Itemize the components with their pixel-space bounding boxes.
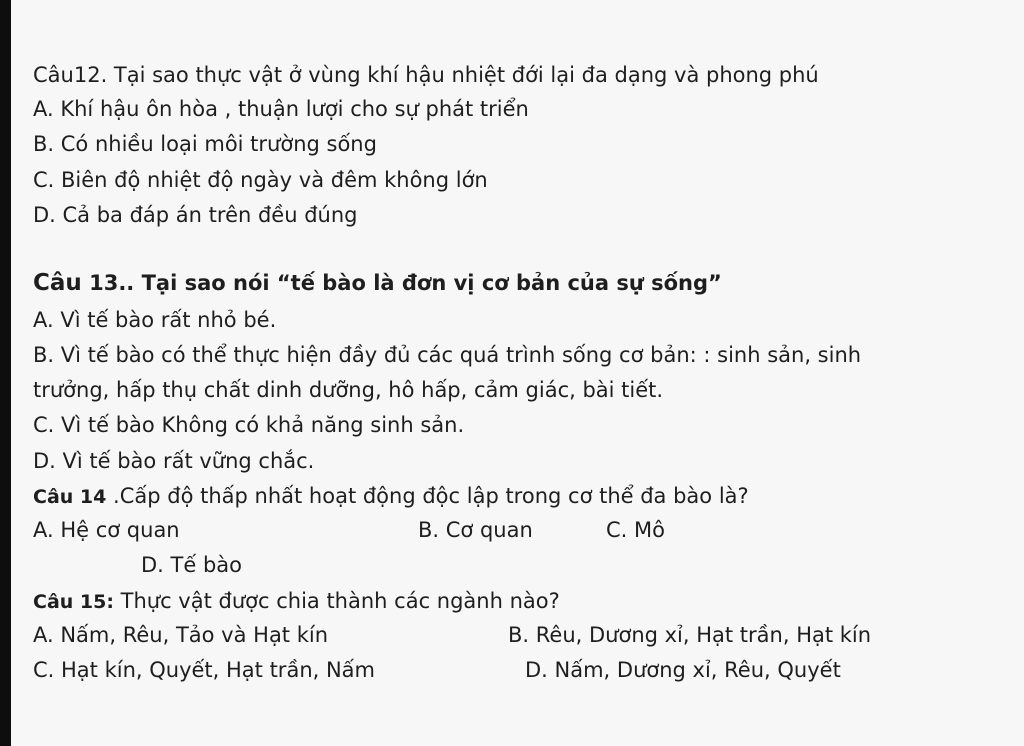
q14-option-c: C. Mô (606, 518, 665, 542)
q12-option-a: A. Khí hậu ôn hòa , thuận lượi cho sự phát triển (33, 97, 529, 121)
q13-option-b-line2: trưởng, hấp thụ chất dinh dưỡng, hô hấp, cảm giác, bài tiết. (33, 378, 664, 402)
q15-option-a: A. Nấm, Rêu, Tảo và Hạt kín (33, 623, 329, 647)
q13-option-d: D. Vì tế bào rất vững chắc. (33, 449, 315, 473)
q14-option-b: B. Cơ quan (418, 518, 533, 542)
q13-question-line (33, 270, 722, 296)
q12-question: Câu12. Tại sao thực vật ở vùng khí hậu nhiệt đới lại đa dạng và phong phú (33, 63, 819, 87)
q14-question: .Cấp độ thấp nhất hoạt động độc lập trong cơ thể đa bào là? (106, 484, 749, 508)
q14-question-line (33, 483, 749, 510)
q15-question-line (33, 588, 560, 615)
q14-label: Câu 14 (33, 486, 107, 508)
q13-option-c: C. Vì tế bào Không có khả năng sinh sản. (33, 413, 465, 437)
q14-option-d: D. Tế bào (141, 553, 242, 577)
q14-option-a: A. Hệ cơ quan (33, 518, 180, 542)
q15-option-b: B. Rêu, Dương xỉ, Hạt trần, Hạt kín (508, 623, 872, 647)
q15-question: Thực vật được chia thành các ngành nào? (113, 589, 560, 613)
q13-label: Câu (33, 270, 82, 296)
q15-option-d: D. Nấm, Dương xỉ, Rêu, Quyết (525, 658, 841, 682)
left-dark-border (0, 0, 11, 746)
q15-label: Câu 15: (33, 591, 114, 613)
q12-option-d: D. Cả ba đáp án trên đều đúng (33, 203, 358, 227)
q13-option-b-line1: B. Vì tế bào có thể thực hiện đầy đủ các quá trình sống cơ bản: : sinh sản, sinh (33, 343, 862, 367)
document-page (11, 0, 1024, 746)
q12-option-c: C. Biên độ nhiệt độ ngày và đêm không lớn (33, 168, 488, 192)
q13-option-a: A. Vì tế bào rất nhỏ bé. (33, 308, 277, 332)
q12-option-b: B. Có nhiều loại môi trường sống (33, 132, 377, 156)
q13-question: 13.. Tại sao nói “tế bào là đơn vị cơ bản của sự sống” (89, 271, 722, 295)
q15-option-c: C. Hạt kín, Quyết, Hạt trần, Nấm (33, 658, 376, 682)
